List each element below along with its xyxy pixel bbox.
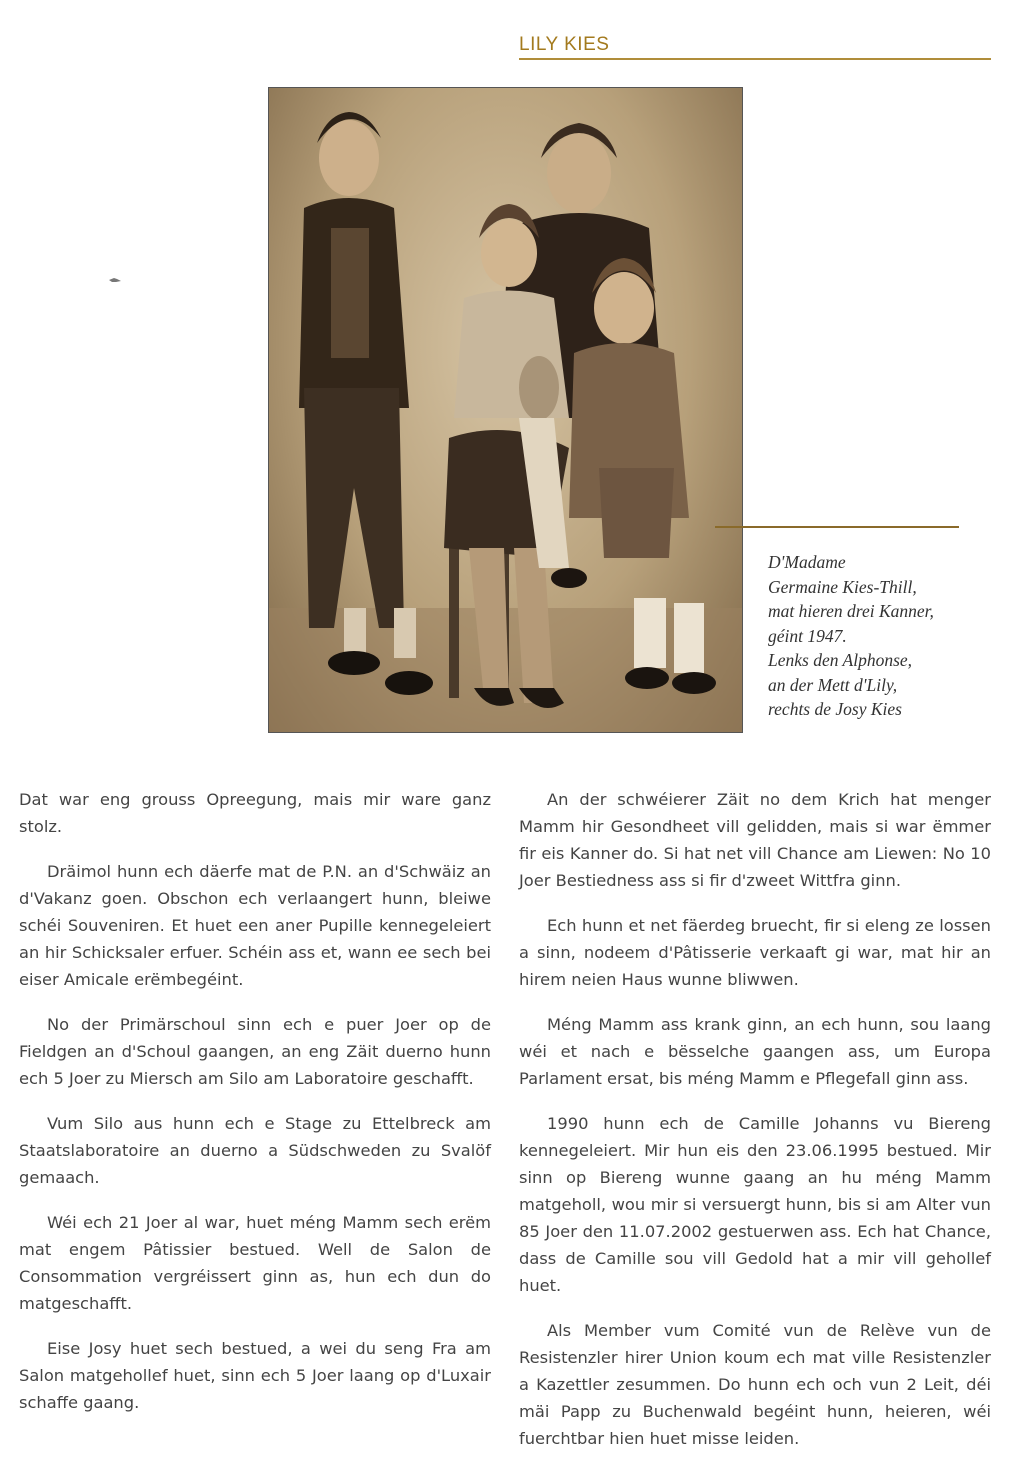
caption-rule	[715, 526, 959, 528]
paragraph: Méng Mamm ass krank ginn, an ech hunn, sou laang wéi et nach e bësselche gaangen ass, um Europa Parlament ersat, bis méng Mamm e Pflegefall ginn ass.	[519, 1015, 991, 1088]
caption-line: Lenks den Alphonse,	[768, 650, 913, 670]
paragraph: Dat war eng grouss Opreegung, mais mir ware ganz stolz.	[19, 790, 491, 836]
caption-line: géint 1947.	[768, 625, 847, 646]
paragraph: Dräimol hunn ech däerfe mat de P.N. an d'Schwäiz an d'Vakanz goen. Obschon ech verlaangert hunn, bleiwe schéi Souveniren. Et huet een aner Pupille kennegeleiert an hir Schicksaler erfuer. Schéin ass et, wann ee sech bei eiser Amicale erëmbegéint.	[19, 862, 491, 989]
page-header-title: LILY KIES	[519, 34, 610, 55]
family-photo-illustration	[269, 88, 742, 732]
paragraph: Vum Silo aus hunn ech e Stage zu Ettelbreck am Staatslaboratoire an duerno a Südschweden zu Svalöf gemaach.	[19, 1114, 491, 1187]
header-rule	[519, 58, 991, 60]
paragraph: No der Primärschoul sinn ech e puer Joer op de Fieldgen an d'Schoul gaangen, an eng Zäit duerno hunn ech 5 Joer zu Miersch am Silo am Laboratoire geschafft.	[19, 1015, 491, 1088]
paragraph: 1990 hunn ech de Camille Johanns vu Biereng kennegeleiert. Mir hun eis den 23.06.1995 bestued. Mir sinn op Biereng wunne gaang an hu méng Mamm matgeholl, wou mir si versuergt hunn, bis si am Alter vun 85 Joer den 11.07.2002 gestuerwen ass. Ech hat Chance, dass de Camille sou vill Gedold hat a mir vill gehollef huet.	[519, 1114, 991, 1295]
caption-line: mat hieren drei Kanner,	[768, 601, 934, 621]
caption-line: rechts de Josy Kies	[768, 699, 902, 719]
caption-line: D'Madame	[768, 552, 846, 572]
paragraph: Eise Josy huet sech bestued, a wei du seng Fra am Salon matgehollef huet, sinn ech 5 Joer laang op d'Luxair schaffe gaang.	[19, 1339, 491, 1412]
paragraph: Wéi ech 21 Joer al war, huet méng Mamm sech erëm mat engem Pâtissier bestued. Well de Salon de Consommation vergréissert ginn as, hun ech dun do matgeschafft.	[19, 1213, 491, 1313]
family-photo	[268, 87, 743, 733]
paragraph: Ech hunn et net fäerdeg bruecht, fir si eleng ze lossen a sinn, nodeem d'Pâtisserie verkaaft gi war, mat hir an hirem neien Haus wunne bliwwen.	[519, 916, 991, 989]
caption-line: Germaine Kies-Thill,	[768, 576, 917, 597]
photo-caption	[768, 550, 998, 722]
caption-line: an der Mett d'Lily,	[768, 674, 898, 695]
left-text-column	[19, 786, 491, 1434]
right-text-column	[519, 786, 991, 1470]
paragraph: An der schwéierer Zäit no dem Krich hat menger Mamm hir Gesondheet vill gelidden, mais si war ëmmer fir eis Kanner do. Si hat net vill Chance am Liewen: No 10 Joer Bestiedness ass si fir d'zweet Wittfra ginn.	[519, 790, 991, 890]
paragraph: Als Member vum Comité vun de Relève vun de Resistenzler hirer Union koum ech mat ville Resistenzler a Kazettler zesummen. Do hunn ech och vun 2 Leit, déi mäi Papp zu Buchenwald begéint hunn, heieren, wéi fuerchtbar hien huet misse leiden.	[519, 1321, 991, 1448]
decorative-speck	[108, 276, 122, 284]
